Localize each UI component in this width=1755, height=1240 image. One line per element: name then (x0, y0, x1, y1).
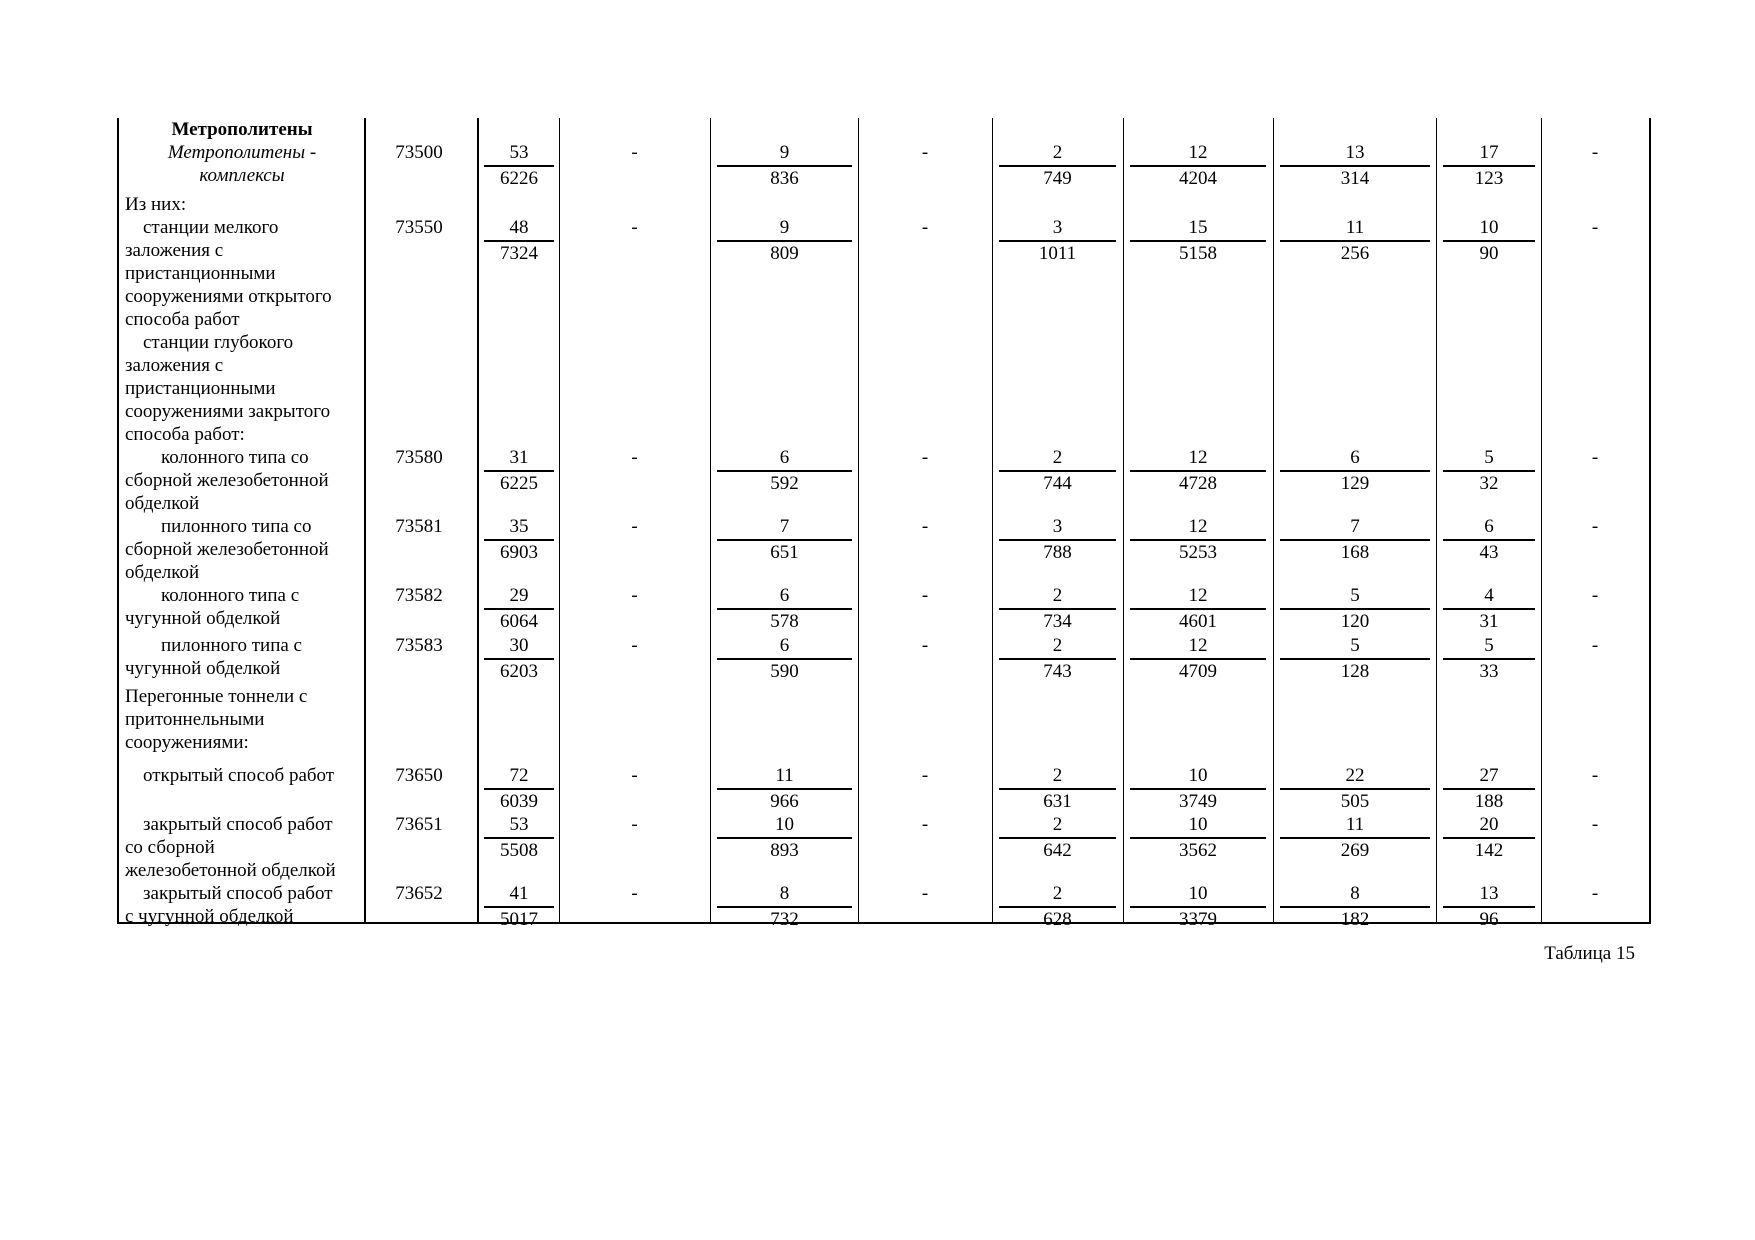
fraction-cell (717, 882, 852, 931)
fraction-cell (484, 515, 554, 564)
numerator: 31 (509, 447, 529, 468)
fraction-cell (1443, 634, 1535, 683)
denominator: 123 (1443, 165, 1535, 190)
fraction-cell (1443, 515, 1535, 564)
fraction-cell (1130, 584, 1266, 633)
fraction-cell (999, 813, 1116, 862)
fraction-cell (1130, 634, 1266, 683)
fraction-cell (999, 584, 1116, 633)
numerator: 5 (1484, 635, 1494, 656)
denominator: 6039 (484, 788, 554, 813)
numerator: 9 (779, 142, 790, 163)
denominator: 31 (1443, 608, 1535, 633)
numerator: 53 (509, 814, 529, 835)
row-name: пилонного типа с чугунной обделкой (125, 635, 302, 679)
fraction-cell (999, 882, 1116, 931)
numerator: 15 (1188, 217, 1208, 238)
numerator: 5 (1350, 635, 1360, 656)
denominator: 182 (1280, 906, 1430, 931)
numerator: 10 (1188, 765, 1208, 786)
denominator: 749 (999, 165, 1116, 190)
dash-cell: - (631, 765, 638, 786)
row-name: Метрополитены (171, 119, 313, 140)
numerator: 27 (1479, 765, 1499, 786)
denominator: 142 (1443, 837, 1535, 862)
row-name: Перегонные тоннели с притоннельными сооружениями: (125, 686, 308, 753)
fraction-cell (484, 141, 554, 190)
denominator: 256 (1280, 240, 1430, 265)
row-name: колонного типа со сборной железобетонной обделкой (125, 447, 329, 514)
row-code: 73550 (395, 217, 443, 238)
numerator: 2 (1052, 142, 1063, 163)
dash-cell: - (921, 635, 929, 656)
fraction-cell (484, 764, 554, 813)
fraction-cell (1280, 515, 1430, 564)
dash-cell: - (631, 217, 638, 238)
dash-cell: - (1591, 635, 1599, 656)
fraction-cell (1443, 584, 1535, 633)
fraction-cell (1280, 216, 1430, 265)
numerator: 13 (1479, 883, 1499, 904)
denominator: 120 (1280, 608, 1430, 633)
fraction-cell (484, 813, 554, 862)
numerator: 11 (1345, 814, 1365, 835)
numerator: 72 (509, 765, 529, 786)
row-name: Из них: (125, 194, 187, 215)
numerator: 48 (509, 217, 529, 238)
dash-cell: - (631, 585, 638, 606)
fraction-cell (484, 634, 554, 683)
denominator: 1011 (999, 240, 1116, 265)
numerator: 30 (509, 635, 529, 656)
dash-cell: - (1591, 447, 1599, 468)
fraction-cell (1280, 882, 1430, 931)
fraction-cell (484, 446, 554, 495)
fraction-cell (717, 216, 852, 265)
denominator: 628 (999, 906, 1116, 931)
denominator: 3379 (1130, 906, 1266, 931)
numerator: 12 (1188, 142, 1208, 163)
fraction-cell (484, 882, 554, 931)
fraction-cell (1443, 813, 1535, 862)
fraction-cell (1280, 584, 1430, 633)
dash-cell: - (921, 883, 929, 904)
denominator: 734 (999, 608, 1116, 633)
numerator: 7 (1350, 516, 1360, 537)
denominator: 6225 (484, 470, 554, 495)
row-name: Метрополитены - комплексы (167, 142, 317, 186)
row-name: станции мелкого заложения с пристанционными сооружениями открытого способа работ (125, 217, 332, 330)
denominator: 5017 (484, 906, 554, 931)
numerator: 35 (509, 516, 529, 537)
numerator: 12 (1188, 635, 1208, 656)
denominator: 732 (717, 906, 852, 931)
dash-cell: - (921, 516, 929, 537)
dash-cell: - (631, 814, 638, 835)
numerator: 5 (1350, 585, 1360, 606)
fraction-cell (1130, 515, 1266, 564)
denominator: 836 (717, 165, 852, 190)
numerator: 2 (1052, 635, 1063, 656)
fraction-cell (1130, 141, 1266, 190)
dash-cell: - (1591, 765, 1599, 786)
fraction-cell (717, 764, 852, 813)
fraction-cell (1130, 882, 1266, 931)
denominator: 6226 (484, 165, 554, 190)
denominator: 592 (717, 470, 852, 495)
numerator: 22 (1345, 765, 1365, 786)
numerator: 29 (509, 585, 529, 606)
denominator: 6203 (484, 658, 554, 683)
dash-cell: - (1591, 516, 1599, 537)
numerator: 6 (779, 585, 790, 606)
denominator: 269 (1280, 837, 1430, 862)
fraction-cell (999, 446, 1116, 495)
denominator: 651 (717, 539, 852, 564)
row-name: станции глубокого заложения с пристанционными сооружениями закрытого способа работ: (125, 332, 331, 445)
numerator: 13 (1345, 142, 1365, 163)
row-name: колонного типа с чугунной обделкой (125, 585, 300, 629)
fraction-cell (999, 634, 1116, 683)
denominator: 43 (1443, 539, 1535, 564)
numerator: 2 (1052, 585, 1063, 606)
dash-cell: - (921, 142, 929, 163)
numerator: 10 (1479, 217, 1499, 238)
numerator: 11 (1345, 217, 1365, 238)
fraction-cell (999, 141, 1116, 190)
fraction-cell (1443, 764, 1535, 813)
row-name: закрытый способ работ с чугунной обделкой (125, 883, 333, 927)
denominator: 6064 (484, 608, 554, 633)
denominator: 32 (1443, 470, 1535, 495)
fraction-cell (1130, 446, 1266, 495)
row-code: 73583 (395, 635, 443, 656)
numerator: 8 (1350, 883, 1360, 904)
fraction-cell (1280, 141, 1430, 190)
numerator: 9 (779, 217, 790, 238)
row-code: 73651 (395, 814, 443, 835)
denominator: 743 (999, 658, 1116, 683)
denominator: 966 (717, 788, 852, 813)
dash-cell: - (1591, 142, 1599, 163)
row-code: 73650 (395, 765, 443, 786)
fraction-cell (1280, 446, 1430, 495)
dash-cell: - (1591, 883, 1599, 904)
fraction-cell (717, 584, 852, 633)
table-caption: Таблица 15 (1544, 943, 1635, 964)
fraction-cell (1443, 141, 1535, 190)
dash-cell: - (921, 814, 929, 835)
dash-cell: - (921, 217, 929, 238)
numerator: 7 (779, 516, 790, 537)
fraction-cell (717, 515, 852, 564)
fraction-cell (1130, 764, 1266, 813)
denominator: 168 (1280, 539, 1430, 564)
row-name: открытый способ работ (143, 765, 335, 786)
fraction-cell (717, 446, 852, 495)
numerator: 5 (1484, 447, 1494, 468)
numerator: 10 (1188, 814, 1208, 835)
numerator: 8 (779, 883, 790, 904)
denominator: 788 (999, 539, 1116, 564)
denominator: 128 (1280, 658, 1430, 683)
fraction-cell (717, 634, 852, 683)
fraction-cell (999, 216, 1116, 265)
denominator: 4728 (1130, 470, 1266, 495)
denominator: 33 (1443, 658, 1535, 683)
fraction-cell (1130, 216, 1266, 265)
numerator: 20 (1479, 814, 1499, 835)
fraction-cell (484, 584, 554, 633)
denominator: 96 (1443, 906, 1535, 931)
row-code: 73582 (395, 585, 443, 606)
numerator: 2 (1052, 447, 1063, 468)
numerator: 41 (509, 883, 529, 904)
denominator: 505 (1280, 788, 1430, 813)
fraction-cell (717, 141, 852, 190)
dash-cell: - (921, 585, 929, 606)
dash-cell: - (631, 516, 638, 537)
denominator: 893 (717, 837, 852, 862)
denominator: 314 (1280, 165, 1430, 190)
fraction-cell (1280, 634, 1430, 683)
fraction-cell (717, 813, 852, 862)
denominator: 188 (1443, 788, 1535, 813)
denominator: 5158 (1130, 240, 1266, 265)
numerator: 12 (1188, 516, 1208, 537)
denominator: 5253 (1130, 539, 1266, 564)
numerator: 12 (1188, 447, 1208, 468)
denominator: 4709 (1130, 658, 1266, 683)
dash-cell: - (1591, 814, 1599, 835)
fraction-cell (1443, 446, 1535, 495)
fraction-cell (1130, 813, 1266, 862)
dash-cell: - (631, 883, 638, 904)
dash-cell: - (921, 447, 929, 468)
fraction-cell (484, 216, 554, 265)
row-name: закрытый способ работ со сборной железобетонной обделкой (125, 814, 336, 881)
denominator: 5508 (484, 837, 554, 862)
fraction-cell (1443, 882, 1535, 931)
denominator: 3562 (1130, 837, 1266, 862)
numerator: 53 (509, 142, 529, 163)
numerator: 12 (1188, 585, 1208, 606)
dash-cell: - (921, 765, 929, 786)
dash-cell: - (631, 447, 638, 468)
denominator: 744 (999, 470, 1116, 495)
dash-cell: - (1591, 217, 1599, 238)
row-code: 73500 (395, 142, 443, 163)
numerator: 10 (1188, 883, 1208, 904)
numerator: 6 (779, 447, 790, 468)
numerator: 2 (1052, 883, 1063, 904)
dash-cell: - (631, 142, 638, 163)
numerator: 2 (1052, 765, 1063, 786)
fraction-cell (999, 515, 1116, 564)
denominator: 3749 (1130, 788, 1266, 813)
numerator: 3 (1052, 516, 1063, 537)
denominator: 631 (999, 788, 1116, 813)
numerator: 2 (1052, 814, 1063, 835)
numerator: 11 (775, 765, 794, 786)
numerator: 6 (1484, 516, 1494, 537)
row-code: 73652 (395, 883, 443, 904)
denominator: 4601 (1130, 608, 1266, 633)
data-table (117, 118, 1651, 930)
denominator: 590 (717, 658, 852, 683)
numerator: 4 (1484, 585, 1494, 606)
numerator: 17 (1479, 142, 1499, 163)
fraction-cell (1280, 813, 1430, 862)
denominator: 6903 (484, 539, 554, 564)
denominator: 7324 (484, 240, 554, 265)
fraction-cell (1443, 216, 1535, 265)
numerator: 6 (1350, 447, 1360, 468)
denominator: 90 (1443, 240, 1535, 265)
numerator: 3 (1052, 217, 1063, 238)
fraction-cell (999, 764, 1116, 813)
numerator: 6 (779, 635, 790, 656)
row-code: 73580 (395, 447, 443, 468)
dash-cell: - (1591, 585, 1599, 606)
row-code: 73581 (395, 516, 443, 537)
denominator: 129 (1280, 470, 1430, 495)
denominator: 809 (717, 240, 852, 265)
row-name: пилонного типа со сборной железобетонной обделкой (125, 516, 329, 583)
denominator: 4204 (1130, 165, 1266, 190)
fraction-cell (1280, 764, 1430, 813)
denominator: 642 (999, 837, 1116, 862)
dash-cell: - (631, 635, 638, 656)
denominator: 578 (717, 608, 852, 633)
numerator: 10 (775, 814, 794, 835)
